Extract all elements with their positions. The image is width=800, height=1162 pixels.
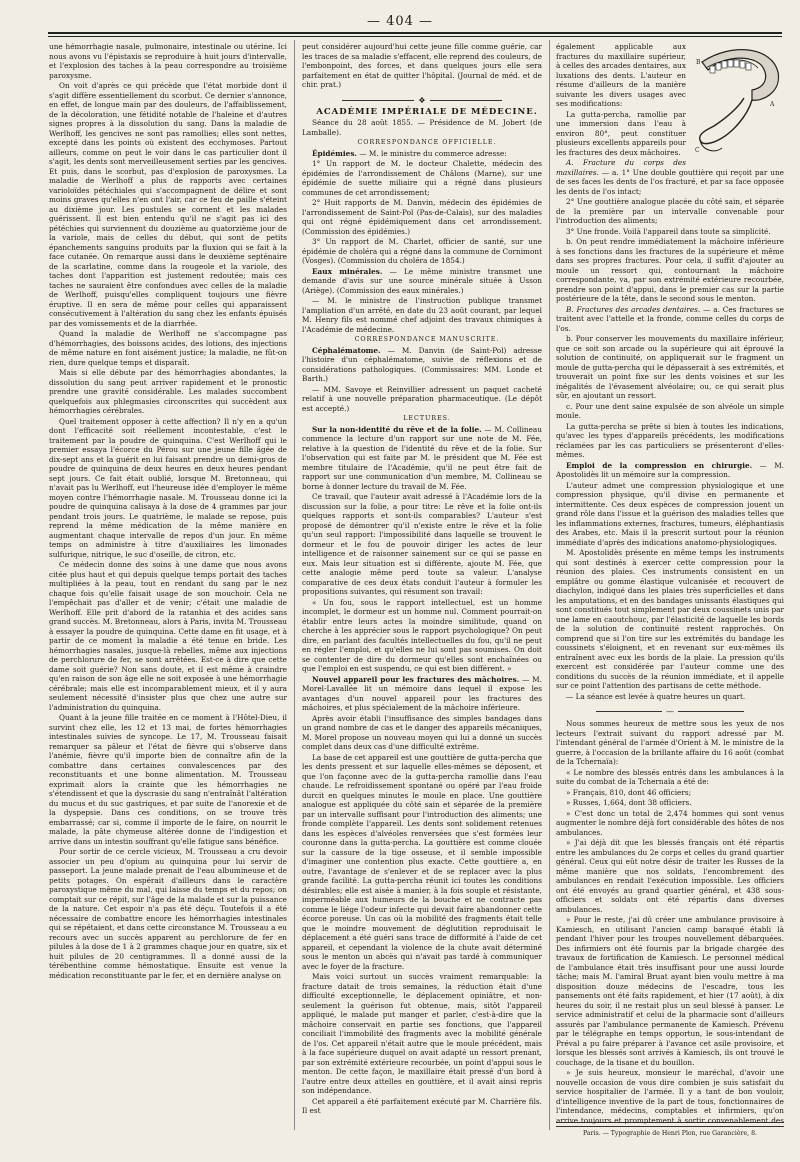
paragraph: — MM. Savoye et Reinvillier adressent un paquet cacheté relatif à une nouvelle préparation pharmaceutique. (Le dépôt est accepté.) bbox=[302, 384, 542, 413]
paragraph-text: — M. le ministre du commerce adresse: bbox=[359, 148, 507, 158]
paragraph: peut considérer aujourd'hui cette jeune fille comme guérie, car les traces de sa maladie s'effacent, elle reprend des couleurs, de l'embonpoint, des forces, et dans quelques jours elle sera parfaitement en état de quitter l'hôpital. (Journal de méd. et de chir. prat.) bbox=[302, 42, 542, 89]
paragraph: c. Pour une dent saine expulsée de son alvéole un simple moule. bbox=[556, 401, 784, 420]
paragraph: également applicable aux fractures du maxillaire supérieur, à celles des arcades dentaires, aux luxations des dents. L'auteur en résume d'ailleurs de la manière suivante les divers usages avec ses modifications: bbox=[556, 42, 686, 108]
paragraph: — M. le ministre de l'instruction publique transmet l'ampliation d'un arrêté, en date du 23 août courant, par lequel M. Henry fils est nommé chef adjoint des travaux chimiques à l'Académie de médecine. bbox=[302, 296, 542, 334]
lead-term: Céphalématome. bbox=[312, 345, 381, 355]
footer-rule bbox=[556, 1122, 784, 1123]
paragraph: 3° Une fronde. Voilà l'appareil dans toute sa simplicité. bbox=[566, 226, 771, 236]
paragraph: La gutta-percha, ramollie par une immersion dans l'eau à environ 80°, peut constituer plusieurs excellents appareils pour les fractures des deux mâchoires. bbox=[556, 109, 686, 157]
paragraph: Mais si elle débute par des hémorrhagies abondantes, la dissolution du sang peut arriver rapidement et le pronostic prendre une gravité considérable. Les malades succombent quelquefois aux phlegmasies circonscrites qui succèdent aux hémorrhagies cérébrales. bbox=[49, 368, 287, 415]
list-item: 3° Un rapport de M. Charlet, officier de santé, sur une épidémie de choléra qui a régné dans la commune de Cornimont (Vosges). (Commission du choléra de 1854.) bbox=[302, 237, 542, 265]
paragraph-text: — a. Ces fractures se traitent avec l'attelle et la fronde, comme celles du corps de l'os. bbox=[556, 304, 784, 333]
lead-term: B. Fractures des arcades dentaires. bbox=[566, 304, 701, 314]
paragraph: Quel traitement opposer à cette affection? Il n'y en a qu'un dont l'efficacité soit réellement incontestable, c'est le traitement par la poudre de quinquina. C'est Werlhoff qui le premier essaya l'écorce du Pérou sur une jeune fille âgée de dix-sept ans et la guérit en lui faisant prendre un demi-gros de poudre de quinquina de deux heures en deux heures pendant sept jours. Ce fait était oublié, lorsque M. Bretonneau, qui n'avait pas lu Werlhoff, eut l'heureuse idée d'employer le même moyen contre l'hémorrhagie nasale. M. Trousseau donne ici la poudre de quinquina calisaya à la dose de 4 grammes par jour pendant trois jours. Le quatrième, le malade se repose, puis reprend la même médication de la même manière en augmentant chaque intervalle de repos d'un jour. En même temps on administre à titre d'auxiliaires les limonades sulfurique, nitrique, le suc d'oseille, de citron, etc. bbox=[49, 416, 287, 559]
paragraph: 2° Une gouttière analogue placée du côté sain, et séparée de la première par un intervalle convenable pour l'introduction des aliments; bbox=[556, 197, 784, 225]
subheading: CORRESPONDANCE OFFICIELLE. bbox=[357, 139, 497, 146]
paragraph-text: — M. Apostolidès lit un mémoire sur la compression. bbox=[556, 460, 784, 479]
column-1 bbox=[49, 42, 287, 1124]
column-3 bbox=[556, 42, 784, 1124]
session-line: Séance du 28 août 1855. — Présidence de M. Jobert (de Lamballe). bbox=[302, 118, 542, 137]
column-divider bbox=[294, 40, 295, 1130]
paragraph-text: — Le même ministre transmet une demande d'avis sur une source minérale située à Usson (Ariège). (Commission des eaux minérales.) bbox=[302, 266, 542, 295]
quote-paragraph: » Pour le reste, j'ai dû créer une ambulance provisoire à Kamiesch, en utilisant l'ancien camp baraqué établi là pendant l'hiver pour les troupes nouvellement débarquées. Des infirmiers ont été fournis par la brigade chargée des travaux de fortification de Kamiesch. Le personnel médical de l'ambulance était très insuffisant pour une aussi lourde tâche; mais M. l'amiral Bruat ayant bien voulu mettre à ma disposition douze médecins de l'escadre, tous les pansements ont été faits rapidement, et hier (17 août), à dix heures du soir, il ne restait plus un seul blessé à panser. Le service administratif et celui de la pharmacie sont d'ailleurs assurés par l'ambulance permanente de Kamiesch. Prévenu par le télégraphe en temps opportun, le sous-intendant de Préval a pu faire préparer à l'avance cet asile provisoire, et lorsque les blessés sont arrivés à Kamiesch, ils ont trouvé le couchage, de la tisane et du bouillon. bbox=[556, 915, 784, 1067]
quote-paragraph: » Je suis heureux, monsieur le maréchal, d'avoir une nouvelle occasion de vous dire combien je suis satisfait du service hospitalier de l'armée. Il y a tant de bon vouloir, d'intelligence inventive de la part de tous, fonctionnaires de l'intendance, médecins, comptables et infirmiers, qu'on arrive toujours et promptement à sortir convenablement des bbox=[556, 1068, 784, 1124]
column-2 bbox=[302, 42, 542, 1124]
quote-paragraph: » J'ai déjà dit que les blessés français ont été répartis entre les ambulances du 2e corps et celles du grand quartier général. Ceux qui eût notre désir de traiter les Russes de la même manière que nos soldats, l'encombrement des ambulances en rendait l'exécution impossible. Les officiers ont été envoyés au grand quartier général, et 438 sous-officiers et soldats ont été répartis dans diverses ambulances. bbox=[556, 838, 784, 914]
paragraph bbox=[302, 149, 542, 159]
printer-footer: Paris. — Typographie de Henri Plon, rue Garancière, 8. bbox=[556, 1126, 784, 1140]
paragraph bbox=[556, 158, 784, 196]
paragraph: une hémorrhagie nasale, pulmonaire, intestinale ou utérine. Ici nous avons vu l'épistaxis se reproduire à huit jours d'intervalle, et l'explosion des taches à la peau correspondre au troisième paroxysme. bbox=[49, 42, 287, 80]
paragraph: L'auteur admet une compression physiologique et une compression physique, qu'il divise en permanente et intermittente. Ces deux espèces de compression jouent un grand rôle dans l'issue et la guérison des maladies telles que les inflammations externes, fractures, tumeurs, éléphantiasis des Arabes, etc. Mais il la prescrit surtout pour la réunion immédiate d'après des indications anatomo-physiologiques. bbox=[556, 480, 784, 547]
paragraph: b. Pour conserver les mouvements du maxillaire inférieur, que ce soit son arcade ou la supérieure qui ait éprouvé la solution de continuité, on appliquerait sur le fragment un moule de gutta-percha qui le dépasserait à ses extrémités, et trouverait un point fixe sur les dents voisines et sur les inégalités de l'évasement alvéolaire; ou, ce qui serait plus sûr, en ajoutant un ressort. bbox=[556, 334, 784, 400]
list-item: 1° Un rapport de M. le docteur Chalette, médecin des épidémies de l'arrondissement de Châlons (Marne), sur une épidémie de suette miliaire qui a régné dans plusieurs communes de cet arrondissement; bbox=[302, 159, 542, 197]
paragraph: « Un fou, sous le rapport intellectuel, est un homme incomplet, le dormeur est un homme nul. Comment pourrait-on établir entre leurs actes la moindre similitude, quand on cherche à les apprécier sous le rapport psychologique? On peut dire, en parlant des facultés intellectuelles du fou, qu'il ne peut en régler l'emploi, et qu'elles ne lui sont pas soumises. On doit se contenter de dire du dormeur qu'elles sont enchaînées ou que l'emploi en est suspendu, ce qui est bien différent. » bbox=[302, 597, 542, 673]
paragraph: La base de cet appareil est une gouttière de gutta-percha que les dents pressent et sur laquelle elles-mêmes se déposent, et que l'on façonne avec de la gutta-percha ramollie dans l'eau chaude. Le refroidissement spontané ou opéré par l'eau froide durcit en quelques minutes le moule en place. Une gouttière analogue est appliquée du côté sain et séparée de la première par un intervalle suffisant pour l'introduction des aliments; une fronde complète l'appareil. Les dents sont solidement retenues dans les espèces d'alvéoles renversées que s'est formées leur couronne dans la gutta-percha. La gouttière est comme clouée sur la cassure de la tige osseuse, et il semble impossible d'imaginer une contention plus exacte. Cette gouttière a, en outre, l'avantage de s'enlever et de se replacer avec la plus grande facilité. La gutta-percha réunit ici toutes les conditions désirables; elle est aisée à manier, à la fois souple et résistante, imperméable aux humeurs de la bouche et ne contracte pas comme le liége l'odeur infecte qui devait faire abandonner cette écorce poreuse. Un cas où la mobilité des fragments était telle que le moindre mouvement de déglutition reproduisait le déplacement a été guéri sans trace de difformité à l'aide de cet appareil, et cependant la violence de la chute avait déterminé sous le menton un abcès qui n'avait pas tardé à communiquer avec le foyer de la fracture. bbox=[302, 752, 542, 971]
paragraph-text: — M. Collineau commence la lecture d'un rapport sur une note de M. Fée, relative à la question de l'identité du rêve et de la folie. Sur l'observation qui est faite par M. le président que M. Fée est membre titulaire de l'Académie, qu'il ne peut être fait de rapport sur une communication d'un membre, M. Collineau se borne à donner lecture du travail de M. Fée. bbox=[302, 424, 542, 491]
section-divider bbox=[556, 707, 784, 715]
lead-term: Emploi de la compression en chirurgie. bbox=[566, 460, 753, 470]
paragraph: Mais voici surtout un succès vraiment remarquable: la fracture datait de trois semaines, la réduction était d'une difficulté exceptionnelle, le déplacement opiniâtre, et non-seulement la guérison fut obtenue, mais, sitôt l'appareil appliqué, le malade put manger et parler, c'est-à-dire que la mâchoire conservait en partie ses fonctions, que l'appareil conciliait l'immobilité des fragments avec la mobilité générale de l'os. Cet appareil n'était autre que le moule précédent, mais à la face supérieure duquel on avait adapté un ressort prenant, par son extrémité extérieure recourbée, un point d'appui sous le menton. De cette façon, le maxillaire était pressé d'un bord à l'autre entre deux attelles en gouttière, et il avait ainsi repris son indépendance. bbox=[302, 972, 542, 1095]
quote-paragraph: » C'est donc un total de 2,474 hommes qui sont venus augmenter le nombre déjà fort considérable des hôtes de nos ambulances. bbox=[556, 808, 784, 837]
lead-term: Eaux minérales. bbox=[312, 266, 383, 276]
subheading: CORRESPONDANCE MANUSCRITE. bbox=[354, 336, 500, 343]
svg-text:B: B bbox=[696, 59, 701, 66]
header-rule bbox=[48, 32, 782, 34]
jaw-apparatus-illustration bbox=[692, 42, 784, 160]
subheading: LECTURES. bbox=[403, 415, 451, 422]
paragraph bbox=[556, 305, 784, 334]
paragraph bbox=[302, 425, 542, 492]
paragraph: La gutta-percha se prête si bien à toutes les indications, qu'avec les types d'appareils précédents, les modifications réclamées par les cas particuliers se présenteront d'elles-mêmes. bbox=[556, 421, 784, 459]
paragraph: Nous sommes heureux de mettre sous les yeux de nos lecteurs l'extrait suivant du rapport adressé par M. l'intendant général de l'armée d'Orient à M. le ministre de la guerre, à l'occasion de la brillante affaire du 16 août (combat de la Tchernaïa): bbox=[556, 719, 784, 766]
divider-dash-icon: — bbox=[662, 707, 678, 716]
paragraph: Pour sortir de ce cercle vicieux, M. Trousseau a cru devoir associer un peu d'opium au quinquina pour lui servir de passeport. La jeune malade prenait de l'eau albumineuse et de petits potages. On espérait d'ailleurs dans le caractère paroxystique même du mal, qui laisse du temps et du repos; on comptait sur ce répit, sur l'âge de la malade et sur la puissance de la nature. Cet espoir n'a pas été déçu. Toutefois il a été nécessaire de combattre encore les hémorrhagies intestinales qui se répétaient, et dans cette circonstance M. Trousseau a eu recours avec un succès apparent au perchlorure de fer en pilules à la dose de 1 à 2 grammes chaque jour en quatre, six et huit pilules de 20 centigrammes. Il a donné aussi de la térébenthine comme hémostatique. Ensuite est venue la médication reconstituante par le fer, et en dernière analyse on bbox=[49, 847, 287, 980]
svg-text:A: A bbox=[770, 101, 775, 108]
paragraph: Après avoir établi l'insuffisance des simples bandages dans un grand nombre de cas et le danger des appareils mécaniques, M. Morel propose un nouveau moyen qui lui a donné un succès complet dans deux cas d'une difficulté extrême. bbox=[302, 713, 542, 751]
paragraph: — La séance est levée à quatre heures un quart. bbox=[566, 691, 746, 701]
lead-term: Sur la non-identité du rêve et de la folie. bbox=[312, 424, 482, 434]
paragraph bbox=[302, 346, 542, 384]
paragraph: On voit d'après ce qui précède que l'état morbide dont il s'agit diffère essentiellement du scorbut. Ce dernier s'annonce, en effet, de longue main par des douleurs, de l'affaiblissement, de la décoloration, une fétidité notable de l'haleine et d'autres signes propres à la dissolution du sang. Dans la maladie de Werlhoff, les gencives ne sont pas ramollies; elles sont nettes, excepté dans les points où existent des ecchymoses. Partout ailleurs, comme on peut le voir dans le cas particulier dont il s'agit, les dents sont merveilleusement serties par les gencives. Et puis, dans le scorbut, pas d'explosion de paroxysmes. La maladie de Werlhoff a plus de rapports avec certaines varioloïdes pétéchiales qui s'accompagnent de délire et sont moins graves qu'elles n'en ont l'air, car ce feu de paille s'éteint au dixième jour. Les pustules se cornent et les malades guérissent. Il est bien entendu qu'il ne s'agit pas ici des pétéchies qui surviennent du douzième au quatorzième jour de la variole, mais de celles du début, qui sont de petits épanchements sanguins produits par la fluxion qui se fait à la face cutanée. On remarque aussi dans le deuxième septénaire de la scarlatine, comme dans la rougeole et la variole, des taches dont l'apparition est justement redoutée; mais ces taches ne sauraient être confondues avec celles de la maladie de Werlhoff, puisqu'elles compliquent toujours une fièvre éruptive. Il en sera de même pour celles qui apparaissent consécutivement à l'altération du sang chez les enfants épuisés par des vomissements et de la diarrhée. bbox=[49, 81, 287, 328]
quote-paragraph: » Russes, 1,664, dont 38 officiers. bbox=[566, 798, 692, 807]
paragraph bbox=[556, 461, 784, 480]
jaw-figure-icon bbox=[692, 42, 784, 160]
ornament-divider bbox=[302, 96, 542, 104]
paragraph: Quand la maladie de Werlhoff ne s'accompagne pas d'hémorrhagies, des boissons acides, des lotions, des injections de même nature en font aisément justice; la maladie, ne fût-on rien, dure quelque temps et disparaît. bbox=[49, 329, 287, 367]
page-number: — 404 — bbox=[366, 14, 434, 29]
paragraph bbox=[302, 267, 542, 296]
paragraph: Ce travail, que l'auteur avait adressé à l'Académie lors de la discussion sur la folie, a pour titre: Le rêve et la folie ont-ils quelques rapports et sont-ils comparables? L'auteur s'est proposé de démontrer qu'il n'existe entre le rêve et la folie qu'un seul rapport: l'impossibilité dans laquelle se trouvent le dormeur et le fou de pouvoir diriger les actes de leur intelligence et de raisonner sainement sur ce qui se passe en eux. Mais leur situation est si différente, ajoute M. Fée, que cette analogie même perd toute sa valeur. L'analyse comparative de ces deux états conduit l'auteur à formuler les propositions suivantes, qui résument son travail: bbox=[302, 492, 542, 596]
column-divider bbox=[549, 40, 550, 1130]
paragraph: Quant à la jeune fille traitée en ce moment à l'Hôtel-Dieu, il survint chez elle, les 12 et 13 mai, de fortes hémorrhagies intestinales suivies de syncope. Le 17, M. Trousseau faisait remarquer sa pâleur et l'état de fièvre qui s'observe dans l'anémie, fièvre qu'il importe bien de connaître afin de la combattre dans certaines convalescences par des reconstituants et une bonne alimentation. M. Trousseau exprimait alors la crainte que les hémorrhagies ne s'étendissent et que la dyscrasie du sang n'entraînât l'altération du mucus et du suc gastriques, et par suite de l'anorexie et de la dyspepsie. Dans ces conditions, on se trouve très embarrassé; car si, comme il importe de le faire, on nourrit le malade, la pâte chymeuse altérée donne de l'indigestion et arrive dans un intestin souffrant qu'elle fatigue sans bénéfice. bbox=[49, 713, 287, 846]
ornament-icon: ❖ bbox=[414, 96, 429, 105]
paragraph bbox=[302, 675, 542, 713]
paragraph-text: — a. 1° Une double gouttière qui reçoit par une de ses faces les dents de l'os fracturé, et par sa face opposée les dents de l'os intact; bbox=[556, 167, 784, 196]
paragraph-text: — M. Morel-Lavallée lit un mémoire dans lequel il expose les avantages d'un nouvel appareil pour les fractures des mâchoires, et plus spécialement de la mâchoire inférieure. bbox=[302, 674, 542, 712]
list-item: 2° Huit rapports de M. Danvin, médecin des épidémies de l'arrondissement de Saint-Pol (Pas-de-Calais), sur des maladies qui ont régné épidémiquement dans cet arrondissement. (Commission des épidémies.) bbox=[302, 198, 542, 236]
lead-term: Nouvel appareil pour les fractures des mâchoires. bbox=[312, 674, 520, 684]
svg-text:C: C bbox=[695, 147, 700, 154]
header-rule-thin bbox=[48, 36, 782, 37]
paragraph: b. On peut rendre immédiatement la mâchoire inférieure à ses fonctions dans les fractures de la supérieure et même dans ses propres fractures. Pour cela, il suffit d'ajouter au moule un ressort qui, contournant la mâchoire correspondante, va, par son extrémité extérieure recourbée, prendre son point d'appui, dans le premier cas sur la partie postérieure de la tête, dans le second sous le menton. bbox=[556, 237, 784, 303]
paragraph-text: — M. Danvin (de Saint-Pol) adresse l'histoire d'un céphalématome, suivie de réflexions et de considérations pathologiques. (Commissaires: MM. Londe et Barth.) bbox=[302, 345, 542, 383]
quote-paragraph: » Français, 810, dont 46 officiers; bbox=[566, 787, 692, 797]
paragraph: Ce médecin donne des soins à une dame que nous avons citée plus haut et qui depuis quelque temps portait des taches multipliées à la peau, tout en rendant du sang par le nez chaque fois qu'elle faisait usage de son mouchoir. Cela ne l'empêchait pas d'aller et de venir; c'était une maladie de Werlhoff. Elle prit d'abord de la ratanhia et des acides sans grand succès. M. Bretonneau, alors à Paris, invita M. Trousseau à essayer la poudre de quinquina. Cette dame en fit usage, et à partir de ce moment la maladie a été tenue en bride. Les hémorrhagies nasales, jusque-là rebelles, même aux injections de perchlorure de fer, se sont arrêtées. Est-ce à dire que cette dame soit guérie? Non sans doute, et il est même à craindre qu'en raison de son âge elle ne soit exposée à une hémorrhagie cérébrale; mais elle est incomparablement mieux, et il y aura seulement nécessité d'insister plus que chez une autre sur l'administration du quinquina. bbox=[49, 560, 287, 712]
lead-term: Épidémies. bbox=[312, 148, 357, 158]
paragraph: Cet appareil a été parfaitement exécuté par M. Charrière fils. Il est bbox=[302, 1096, 542, 1115]
lead-term: A. Fracture du corps des maxillaires. bbox=[556, 158, 686, 177]
section-heading: ACADÉMIE IMPÉRIALE DE MÉDECINE. bbox=[316, 106, 538, 117]
quote-paragraph: « Le nombre des blessés entrés dans les ambulances à la suite du combat de la Tchernaïa a été de: bbox=[556, 767, 784, 786]
paragraph: M. Apostolidès présente en même temps les instruments qui sont destinés à exercer cette compression pour la réunion des plaies. Ces instruments consistent en un emplâtre ou gomme élastique vulcanisée et recouvert de diachylon, indiqué dans les plaies très superficielles et dans les amputations, et en des bandages unissants élastiques qui sont constitués tout simplement par deux coussinets unis par une lame en caoutchouc, par l'élasticité de laquelle les bords de la solution de continuité restent rapprochés. On comprend que si l'on tire sur les extrémités du bandage les coussinets s'éloignent, et en revenant sur eux-mêmes ils entraînent avec eux les bords de la plaie. La pression qu'ils exercent est considérée par l'auteur comme une des conditions du succès de la réunion immédiate, et il appelle sur ce point l'attention des partisans de cette méthode. bbox=[556, 548, 784, 690]
